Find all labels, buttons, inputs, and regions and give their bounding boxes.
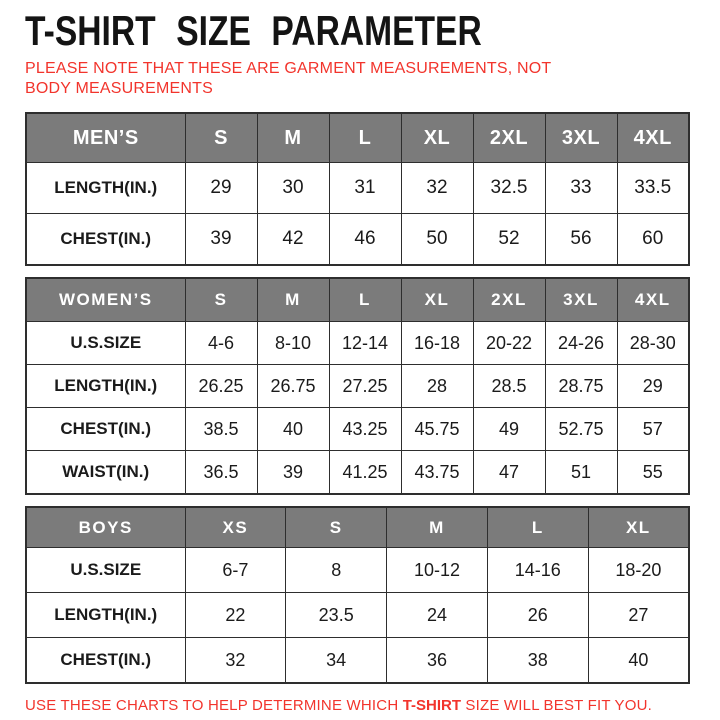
value-cell: 28-30 — [617, 322, 689, 365]
boys-table-title: BOYS — [26, 507, 185, 548]
footer-suffix: SIZE WILL BEST FIT YOU. — [461, 696, 653, 714]
value-cell: 18-20 — [588, 548, 689, 593]
value-cell: 38.5 — [185, 408, 257, 451]
womens-table-title: WOMEN’S — [26, 278, 185, 322]
size-header-cell: 3XL — [545, 278, 617, 322]
row-label: LENGTH(IN.) — [26, 593, 185, 638]
value-cell: 52 — [473, 214, 545, 265]
row-label: U.S.SIZE — [26, 322, 185, 365]
value-cell: 30 — [257, 163, 329, 214]
boys-ussize-row — [26, 548, 689, 593]
value-cell: 24-26 — [545, 322, 617, 365]
womens-length-row — [26, 365, 689, 408]
value-cell: 56 — [545, 214, 617, 265]
mens-header-row — [26, 113, 689, 163]
boys-length-row — [26, 593, 689, 638]
womens-chest-row — [26, 408, 689, 451]
size-header-cell: 4XL — [617, 278, 689, 322]
value-cell: 55 — [617, 451, 689, 494]
value-cell: 42 — [257, 214, 329, 265]
size-header-cell: XL — [401, 278, 473, 322]
size-header-cell: L — [487, 507, 588, 548]
value-cell: 41.25 — [329, 451, 401, 494]
value-cell: 22 — [185, 593, 286, 638]
row-label: LENGTH(IN.) — [26, 163, 185, 214]
row-label: CHEST(IN.) — [26, 408, 185, 451]
size-header-cell: L — [329, 113, 401, 163]
size-header-cell: S — [286, 507, 387, 548]
value-cell: 50 — [401, 214, 473, 265]
value-cell: 32 — [185, 638, 286, 683]
value-cell: 32.5 — [473, 163, 545, 214]
boys-size-table — [25, 506, 690, 684]
value-cell: 12-14 — [329, 322, 401, 365]
garment-measurement-note: PLEASE NOTE THAT THESE ARE GARMENT MEASUREMENTS, NOT BODY MEASUREMENTS — [25, 60, 552, 98]
value-cell: 29 — [617, 365, 689, 408]
value-cell: 28.5 — [473, 365, 545, 408]
value-cell: 20-22 — [473, 322, 545, 365]
value-cell: 32 — [401, 163, 473, 214]
value-cell: 39 — [257, 451, 329, 494]
footer-highlight: T-SHIRT — [402, 696, 462, 714]
size-header-cell: 2XL — [473, 278, 545, 322]
value-cell: 23.5 — [286, 593, 387, 638]
value-cell: 16-18 — [401, 322, 473, 365]
womens-size-table — [25, 277, 690, 495]
value-cell: 33.5 — [617, 163, 689, 214]
value-cell: 60 — [617, 214, 689, 265]
row-label: CHEST(IN.) — [26, 638, 185, 683]
value-cell: 45.75 — [401, 408, 473, 451]
value-cell: 47 — [473, 451, 545, 494]
value-cell: 36 — [387, 638, 488, 683]
value-cell: 43.75 — [401, 451, 473, 494]
value-cell: 4-6 — [185, 322, 257, 365]
value-cell: 6-7 — [185, 548, 286, 593]
size-header-cell: M — [257, 113, 329, 163]
value-cell: 28.75 — [545, 365, 617, 408]
size-header-cell: XS — [185, 507, 286, 548]
value-cell: 43.25 — [329, 408, 401, 451]
value-cell: 52.75 — [545, 408, 617, 451]
size-header-cell: XL — [401, 113, 473, 163]
value-cell: 28 — [401, 365, 473, 408]
size-header-cell: S — [185, 278, 257, 322]
size-header-cell: 3XL — [545, 113, 617, 163]
value-cell: 33 — [545, 163, 617, 214]
value-cell: 10-12 — [387, 548, 488, 593]
value-cell: 31 — [329, 163, 401, 214]
value-cell: 27 — [588, 593, 689, 638]
value-cell: 27.25 — [329, 365, 401, 408]
row-label: CHEST(IN.) — [26, 214, 185, 265]
value-cell: 57 — [617, 408, 689, 451]
size-header-cell: 2XL — [473, 113, 545, 163]
womens-header-row — [26, 278, 689, 322]
row-label: U.S.SIZE — [26, 548, 185, 593]
value-cell: 40 — [588, 638, 689, 683]
value-cell: 8-10 — [257, 322, 329, 365]
value-cell: 34 — [286, 638, 387, 683]
mens-size-table — [25, 112, 690, 266]
value-cell: 8 — [286, 548, 387, 593]
size-header-cell: M — [257, 278, 329, 322]
mens-table-title: MEN’S — [26, 113, 185, 163]
fit-advice-note — [25, 697, 695, 714]
value-cell: 26.75 — [257, 365, 329, 408]
value-cell: 36.5 — [185, 451, 257, 494]
value-cell: 38 — [487, 638, 588, 683]
row-label: WAIST(IN.) — [26, 451, 185, 494]
size-header-cell: XL — [588, 507, 689, 548]
page-title: T-SHIRT SIZE PARAMETER — [25, 7, 482, 54]
value-cell: 26.25 — [185, 365, 257, 408]
size-header-cell: 4XL — [617, 113, 689, 163]
value-cell: 29 — [185, 163, 257, 214]
value-cell: 26 — [487, 593, 588, 638]
row-label: LENGTH(IN.) — [26, 365, 185, 408]
size-header-cell: S — [185, 113, 257, 163]
womens-waist-row — [26, 451, 689, 494]
footer-prefix: USE THESE CHARTS TO HELP DETERMINE WHICH — [25, 696, 403, 714]
value-cell: 40 — [257, 408, 329, 451]
boys-chest-row — [26, 638, 689, 683]
value-cell: 49 — [473, 408, 545, 451]
value-cell: 46 — [329, 214, 401, 265]
boys-header-row — [26, 507, 689, 548]
value-cell: 14-16 — [487, 548, 588, 593]
womens-ussize-row — [26, 322, 689, 365]
mens-chest-row — [26, 214, 689, 265]
size-header-cell: L — [329, 278, 401, 322]
value-cell: 24 — [387, 593, 488, 638]
value-cell: 39 — [185, 214, 257, 265]
mens-length-row — [26, 163, 689, 214]
size-header-cell: M — [387, 507, 488, 548]
value-cell: 51 — [545, 451, 617, 494]
